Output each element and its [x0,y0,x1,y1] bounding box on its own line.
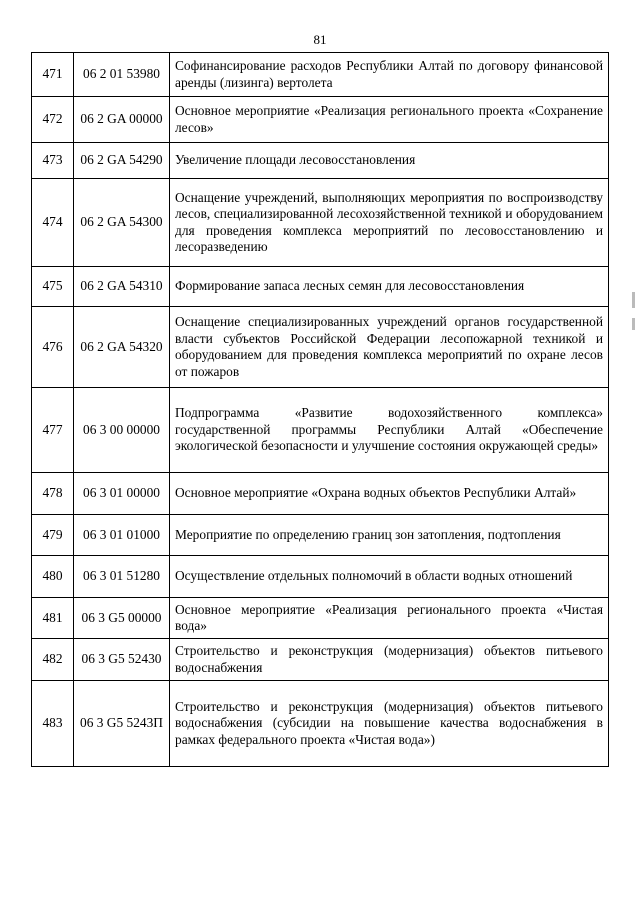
target-code: 06 3 G5 5243П [74,681,170,767]
row-number: 481 [32,598,74,639]
table-row [32,681,609,767]
table-row [32,143,609,179]
table-row [32,515,609,556]
table-row [32,267,609,307]
target-name: Увеличение площади лесовосстановления [170,143,609,179]
row-number: 471 [32,53,74,97]
row-number: 473 [32,143,74,179]
target-code: 06 2 GA 00000 [74,97,170,143]
table-row [32,556,609,598]
table-row [32,53,609,97]
table-row [32,97,609,143]
target-name: Основное мероприятие «Охрана водных объектов Республики Алтай» [170,473,609,515]
target-code: 06 2 GA 54290 [74,143,170,179]
target-code: 06 3 G5 52430 [74,639,170,681]
table-row [32,307,609,388]
target-name: Основное мероприятие «Реализация регионального проекта «Чистая вода» [170,598,609,639]
budget-classification-table [31,52,609,767]
table-row [32,639,609,681]
target-code: 06 2 01 53980 [74,53,170,97]
row-number: 479 [32,515,74,556]
row-number: 472 [32,97,74,143]
target-name: Строительство и реконструкция (модернизация) объектов питьевого водоснабжения (субсидии на повышение качества водоснабжения в рамках федерального проекта «Чистая вода») [170,681,609,767]
target-name: Софинансирование расходов Республики Алтай по договору финансовой аренды (лизинга) вертолета [170,53,609,97]
target-code: 06 3 00 00000 [74,388,170,473]
target-code: 06 2 GA 54320 [74,307,170,388]
target-name: Строительство и реконструкция (модернизация) объектов питьевого водоснабжения [170,639,609,681]
target-code: 06 2 GA 54300 [74,179,170,267]
target-name: Подпрограмма «Развитие водохозяйственного комплекса» государственной программы Республики Алтай «Обеспечение экологической безопасности и улучшение состояния окружающей среды» [170,388,609,473]
row-number: 475 [32,267,74,307]
table-row [32,473,609,515]
target-name: Основное мероприятие «Реализация регионального проекта «Сохранение лесов» [170,97,609,143]
target-code: 06 3 01 00000 [74,473,170,515]
target-name: Формирование запаса лесных семян для лесовосстановления [170,267,609,307]
scan-edge-mark [632,318,635,330]
table-row [32,388,609,473]
target-code: 06 3 01 51280 [74,556,170,598]
target-code: 06 3 G5 00000 [74,598,170,639]
row-number: 483 [32,681,74,767]
scan-edge-mark [632,292,635,308]
table-row [32,179,609,267]
row-number: 477 [32,388,74,473]
target-name: Оснащение учреждений, выполняющих мероприятия по воспроизводству лесов, специализированной лесохозяйственной техникой и оборудованием для проведения комплекса мероприятий по лесовосстановлению и лесоразведению [170,179,609,267]
row-number: 482 [32,639,74,681]
row-number: 480 [32,556,74,598]
row-number: 476 [32,307,74,388]
row-number: 474 [32,179,74,267]
target-code: 06 2 GA 54310 [74,267,170,307]
row-number: 478 [32,473,74,515]
target-name: Мероприятие по определению границ зон затопления, подтопления [170,515,609,556]
page-number: 81 [313,32,327,47]
target-name: Оснащение специализированных учреждений органов государственной власти субъектов Российской Федерации лесопожарной техникой и оборудованием для проведения комплекса мероприятий по охране лесов от пожаров [170,307,609,388]
table-row [32,598,609,639]
target-name: Осуществление отдельных полномочий в области водных отношений [170,556,609,598]
target-code: 06 3 01 01000 [74,515,170,556]
